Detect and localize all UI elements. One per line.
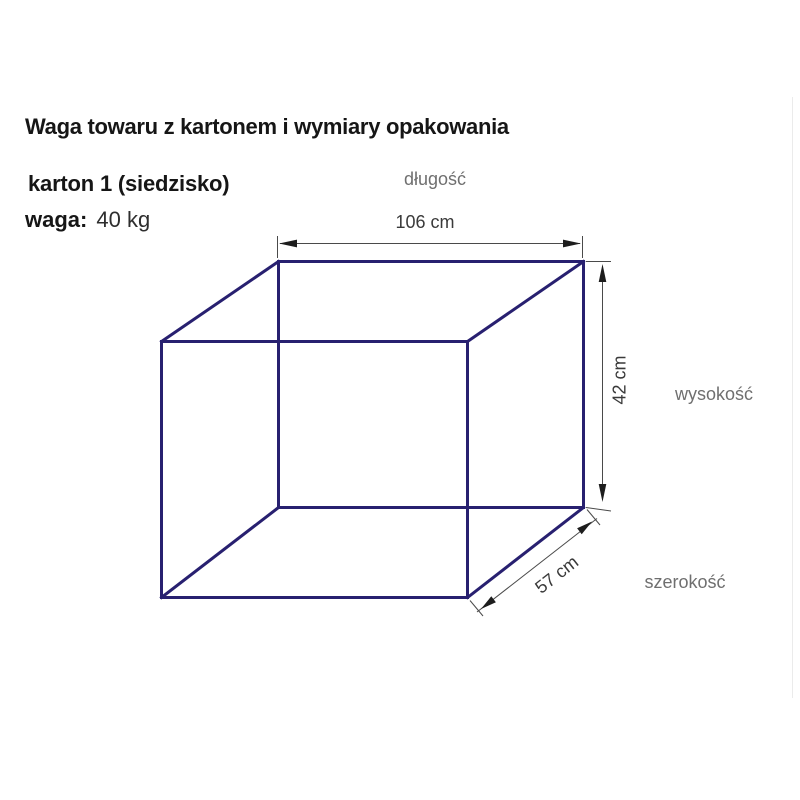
box-back-face	[279, 262, 584, 508]
box-wireframe	[162, 262, 584, 598]
length-label: długość	[403, 169, 467, 189]
page-edge-rule	[792, 97, 793, 698]
box-front-face	[162, 342, 468, 598]
carton-name: karton 1 (siedzisko)	[28, 171, 230, 196]
arrowhead-down	[599, 484, 607, 502]
arrowhead-right	[563, 240, 581, 248]
width-label: szerokość	[644, 572, 726, 592]
weight-label: waga:	[25, 207, 88, 232]
arrowhead-lower-left	[481, 596, 496, 609]
page-title: Waga towaru z kartonem i wymiary opakowania	[25, 114, 509, 139]
length-value: 106 cm	[395, 212, 455, 232]
height-label: wysokość	[674, 384, 754, 404]
width-dimension-arrow	[470, 510, 600, 617]
length-dimension-arrow	[278, 236, 583, 258]
weight-value: 40 kg	[96, 207, 151, 232]
arrowhead-left	[279, 240, 297, 248]
height-value: 42 cm	[609, 355, 630, 405]
box-depth-edges	[162, 262, 584, 598]
width-value: 57 cm	[531, 551, 583, 598]
height-dimension-arrow	[586, 262, 611, 512]
arrowhead-up	[599, 264, 607, 282]
